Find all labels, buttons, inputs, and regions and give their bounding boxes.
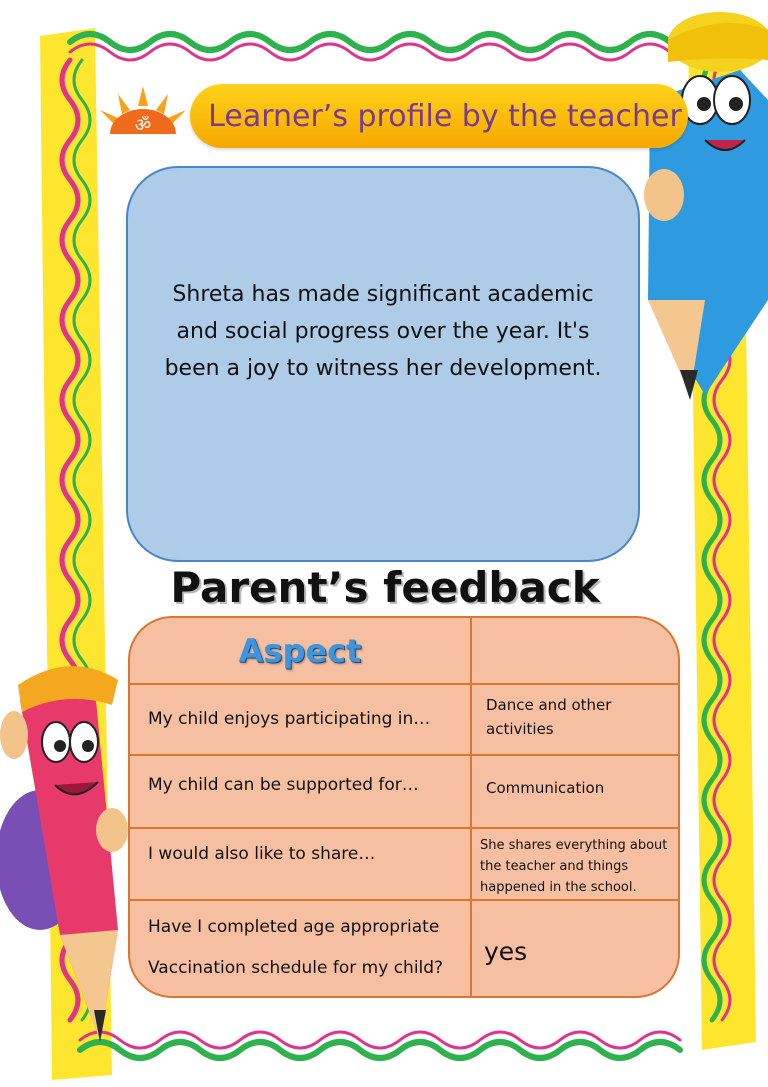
table-row-divider bbox=[130, 827, 678, 829]
response-cell: Communication bbox=[486, 779, 605, 797]
teacher-remark-text: Shreta has made significant academic and social progress over the year. It's been a joy to witness her development. bbox=[164, 282, 602, 381]
aspect-column-header: Aspect bbox=[238, 632, 362, 670]
aspect-cell-line-2: Vaccination schedule for my child? bbox=[148, 958, 444, 978]
table-row-divider bbox=[130, 683, 678, 685]
table-column-divider bbox=[470, 618, 472, 996]
blue-pencil-mascot-icon bbox=[644, 12, 768, 400]
response-cell: She shares everything about the teacher and things happened in the school. bbox=[480, 838, 668, 895]
sun-om-logo-icon bbox=[98, 86, 190, 136]
response-cell: yes bbox=[484, 937, 528, 966]
table-row-divider bbox=[130, 754, 678, 756]
aspect-cell: I would also like to share… bbox=[148, 844, 376, 864]
response-cell: Dance and other activities bbox=[486, 696, 612, 738]
svg-text:ॐ: ॐ bbox=[134, 115, 152, 136]
parent-feedback-title: Parent’s feedback bbox=[170, 563, 600, 612]
aspect-cell: My child enjoys participating in… bbox=[148, 709, 431, 729]
page-title: Learner’s profile by the teacher bbox=[208, 99, 682, 134]
aspect-cell: My child can be supported for… bbox=[148, 775, 419, 795]
aspect-cell-line-1: Have I completed age appropriate bbox=[148, 917, 440, 937]
table-row-divider bbox=[130, 899, 678, 901]
